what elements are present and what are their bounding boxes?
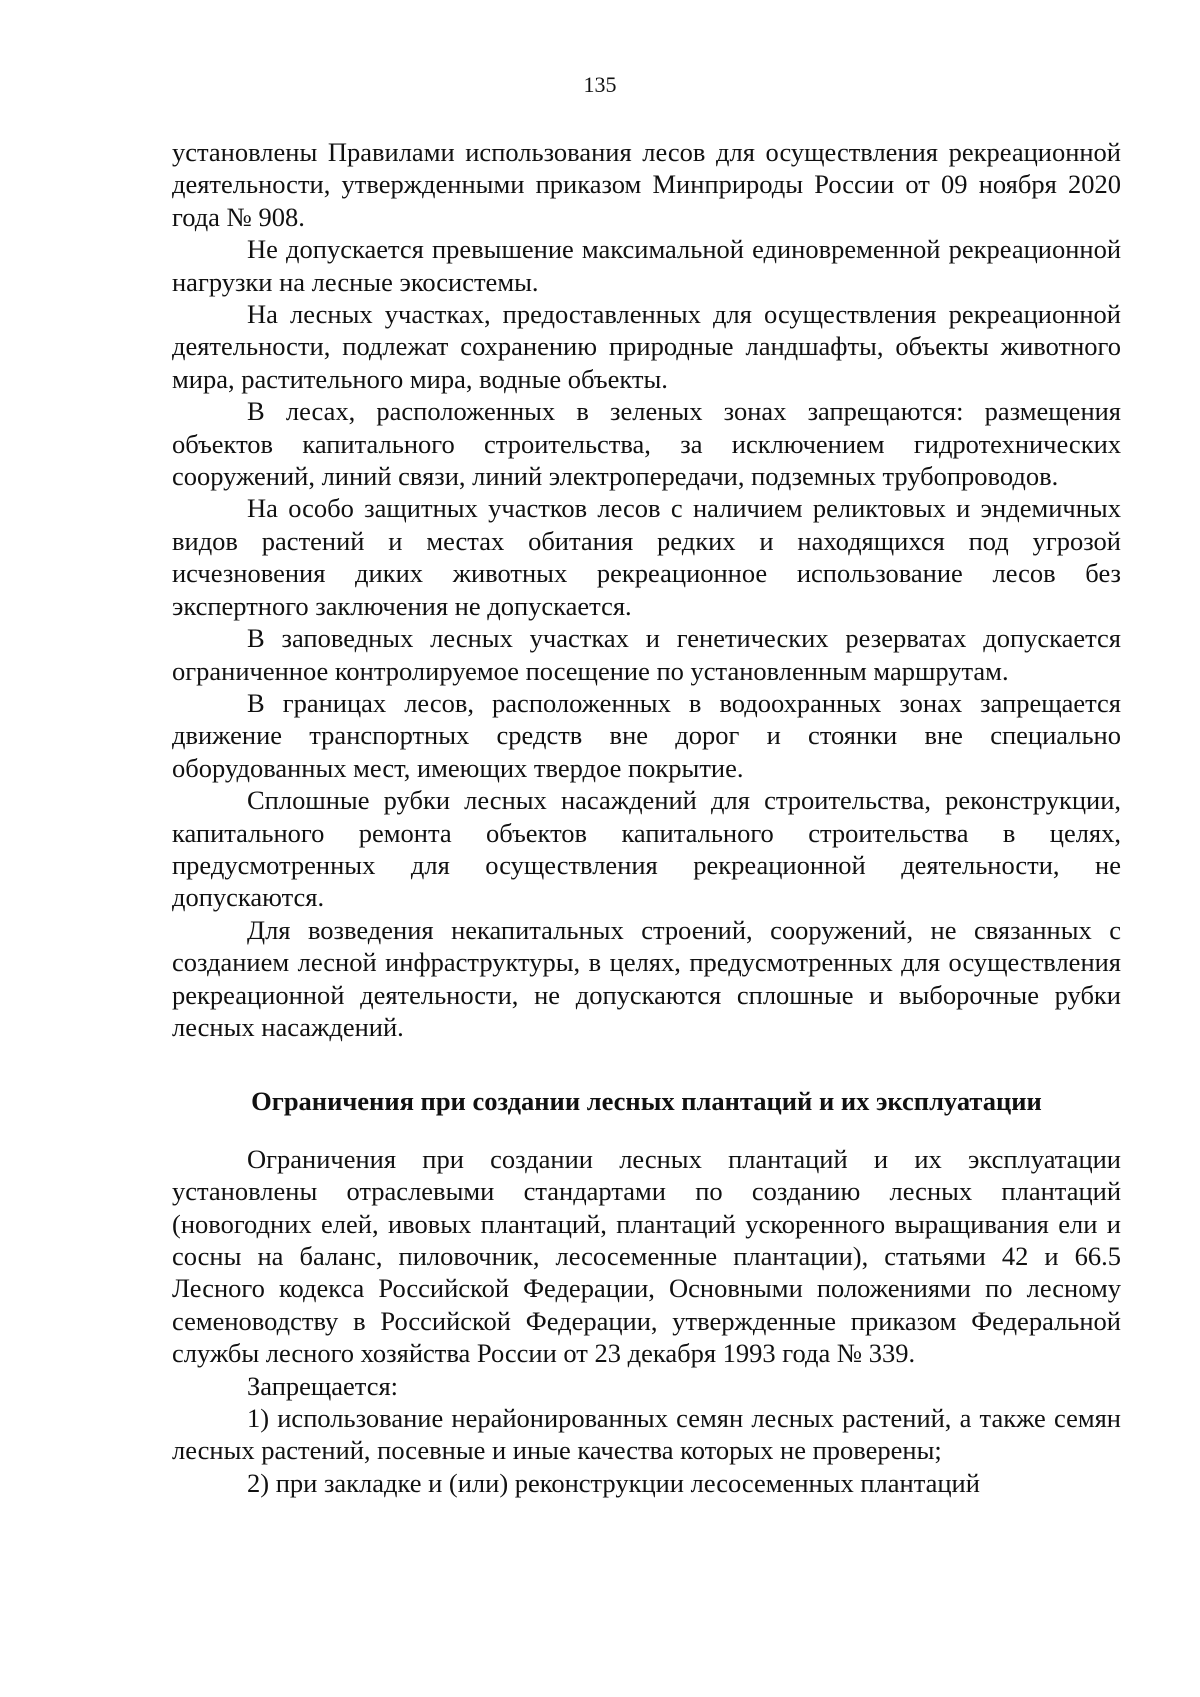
section-heading: Ограничения при создании лесных плантаций и их эксплуатации xyxy=(251,1086,1042,1117)
paragraph: Для возведения некапитальных строений, сооружений, не связанных с созданием лесной инфраструктуры, в целях, предусмотренных для осуществления рекреационной деятельности, не допускаются сплошные и выборочные рубки лесных насаждений. xyxy=(172,914,1121,1042)
paragraph: В заповедных лесных участках и генетических резерватах допускается ограниченное контролируемое посещение по установленным маршрутам. xyxy=(172,623,1121,686)
paragraph: Запрещается: xyxy=(247,1370,399,1401)
paragraph: Не допускается превышение максимальной единовременной рекреационной нагрузки на лесные экосистемы. xyxy=(172,234,1121,297)
list-item: 1) использование нерайонированных семян лесных растений, а также семян лесных растений, посевные и иные качества которых не проверены; xyxy=(172,1403,1121,1466)
paragraph: Ограничения при создании лесных плантаций и их эксплуатации установлены отраслевыми стандартами по созданию лесных плантаций (новогодних елей, ивовых плантаций, плантаций ускоренного выращивания ели и сосны на баланс, пиловочник, лесосеменные плантации), статьями 42 и 66.5 Лесного кодекса Российской Федерации, Основными положениями по лесному семеноводству в Российской Федерации, утвержденные приказом Федеральной службы лесного хозяйства России от 23 декабря 1993 года № 339. xyxy=(172,1143,1121,1369)
page-number: 135 xyxy=(583,72,617,97)
paragraph: В лесах, расположенных в зеленых зонах запрещаются: размещения объектов капитального строительства, за исключением гидротехнических сооружений, линий связи, линий электропередачи, подземных трубопроводов. xyxy=(172,396,1121,492)
paragraph: На особо защитных участков лесов с наличием реликтовых и эндемичных видов растений и местах обитания редких и находящихся под угрозой исчезновения диких животных рекреационное использование лесов без экспертного заключения не допускается. xyxy=(172,493,1121,621)
paragraph: В границах лесов, расположенных в водоохранных зонах запрещается движение транспортных средств вне дорог и стоянки вне специально оборудованных мест, имеющих твердое покрытие. xyxy=(172,687,1121,783)
paragraph: На лесных участках, предоставленных для осуществления рекреационной деятельности, подлежат сохранению природные ландшафты, объекты животного мира, растительного мира, водные объекты. xyxy=(172,299,1121,394)
list-item: 2) при закладке и (или) реконструкции лесосеменных плантаций xyxy=(247,1467,980,1498)
paragraph-continuation: установлены Правилами использования лесов для осуществления рекреационной деятельности, утвержденными приказом Минприроды России от 09 ноября 2020 года № 908. xyxy=(172,137,1121,232)
document-body xyxy=(172,136,1121,1499)
paragraph: Сплошные рубки лесных насаждений для строительства, реконструкции, капитального ремонта объектов капитального строительства в целях, предусмотренных для осуществления рекреационной деятельности, не допускаются. xyxy=(172,785,1121,913)
